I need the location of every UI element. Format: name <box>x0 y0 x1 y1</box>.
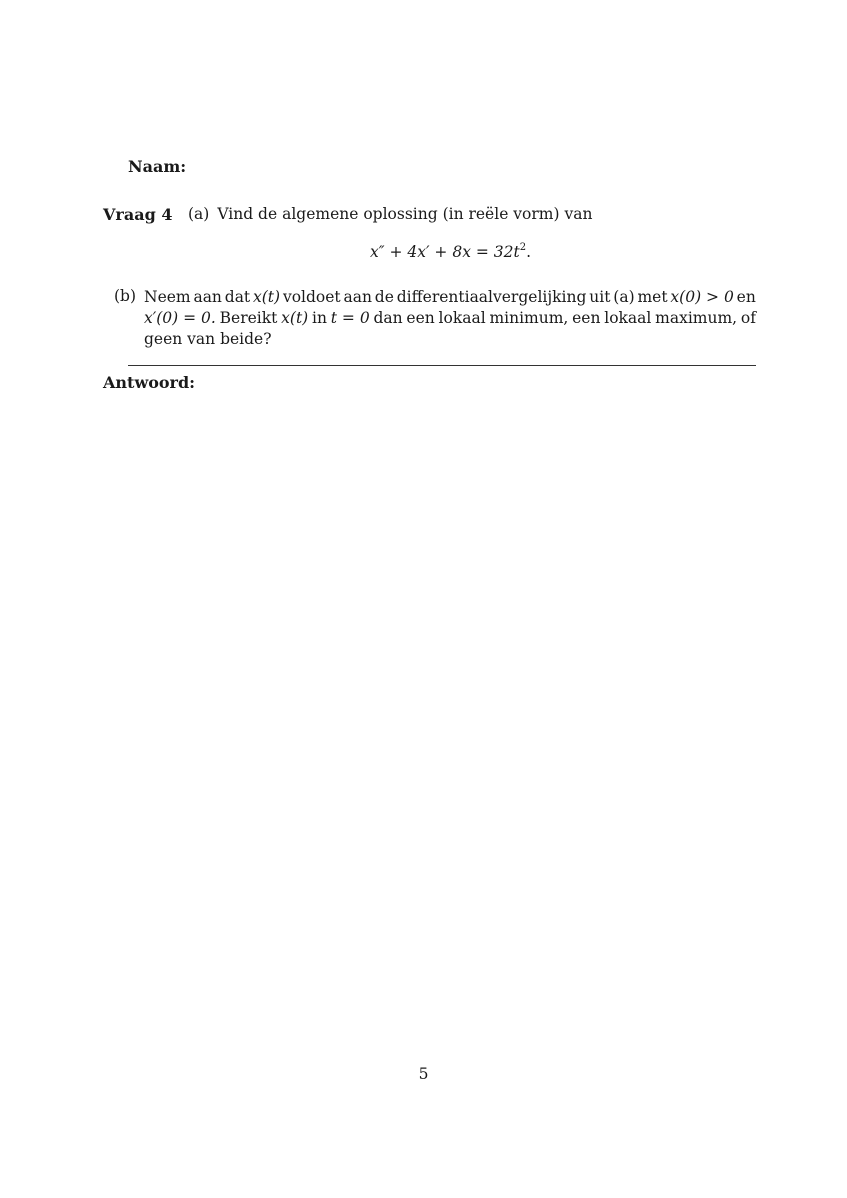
part-b-line-3: geen van beide? <box>144 330 272 348</box>
word: Neem <box>144 288 191 306</box>
word: in <box>312 309 327 327</box>
word: (a) <box>613 288 635 306</box>
page-number: 5 <box>418 1065 429 1083</box>
word: t = 0 <box>330 309 370 327</box>
part-b-marker: (b) <box>114 287 137 305</box>
differential-equation <box>370 242 531 261</box>
word: lokaal <box>604 309 652 327</box>
word: lokaal <box>438 309 486 327</box>
word: met <box>637 288 668 306</box>
word: de <box>374 288 394 306</box>
word: x(t) <box>253 288 281 306</box>
part-a <box>188 205 592 223</box>
equation-exponent: 2 <box>519 242 527 253</box>
word: of <box>740 309 756 327</box>
word: en <box>736 288 756 306</box>
part-b-text <box>144 287 756 350</box>
word: differentiaalvergelijking <box>396 288 587 306</box>
word: x(0) > 0 <box>670 288 734 306</box>
word: Bereikt <box>219 309 278 327</box>
word: dan <box>373 309 403 327</box>
word: dat <box>224 288 251 306</box>
word: minimum, <box>489 309 569 327</box>
word: maximum, <box>655 309 738 327</box>
answer-label: Antwoord: <box>103 373 196 392</box>
part-a-text: Vind de algemene oplossing (in reële vorm) van <box>217 205 593 223</box>
word: aan <box>193 288 222 306</box>
word: x′(0) = 0. <box>144 309 216 327</box>
word: uit <box>589 288 611 306</box>
part-a-marker: (a) <box>188 205 210 223</box>
word: x(t) <box>281 309 309 327</box>
part-b-line-1 <box>144 287 756 308</box>
equation-end: . <box>526 243 532 261</box>
part-b-line-2 <box>144 308 756 329</box>
name-label: Naam: <box>128 157 187 176</box>
word: een <box>572 309 601 327</box>
equation-lhs: x″ + 4x′ + 8x = 32t <box>370 243 520 261</box>
separator-rule <box>128 365 756 366</box>
question-label: Vraag 4 <box>103 205 173 224</box>
word: voldoet <box>282 288 341 306</box>
word: een <box>406 309 435 327</box>
word: aan <box>343 288 372 306</box>
